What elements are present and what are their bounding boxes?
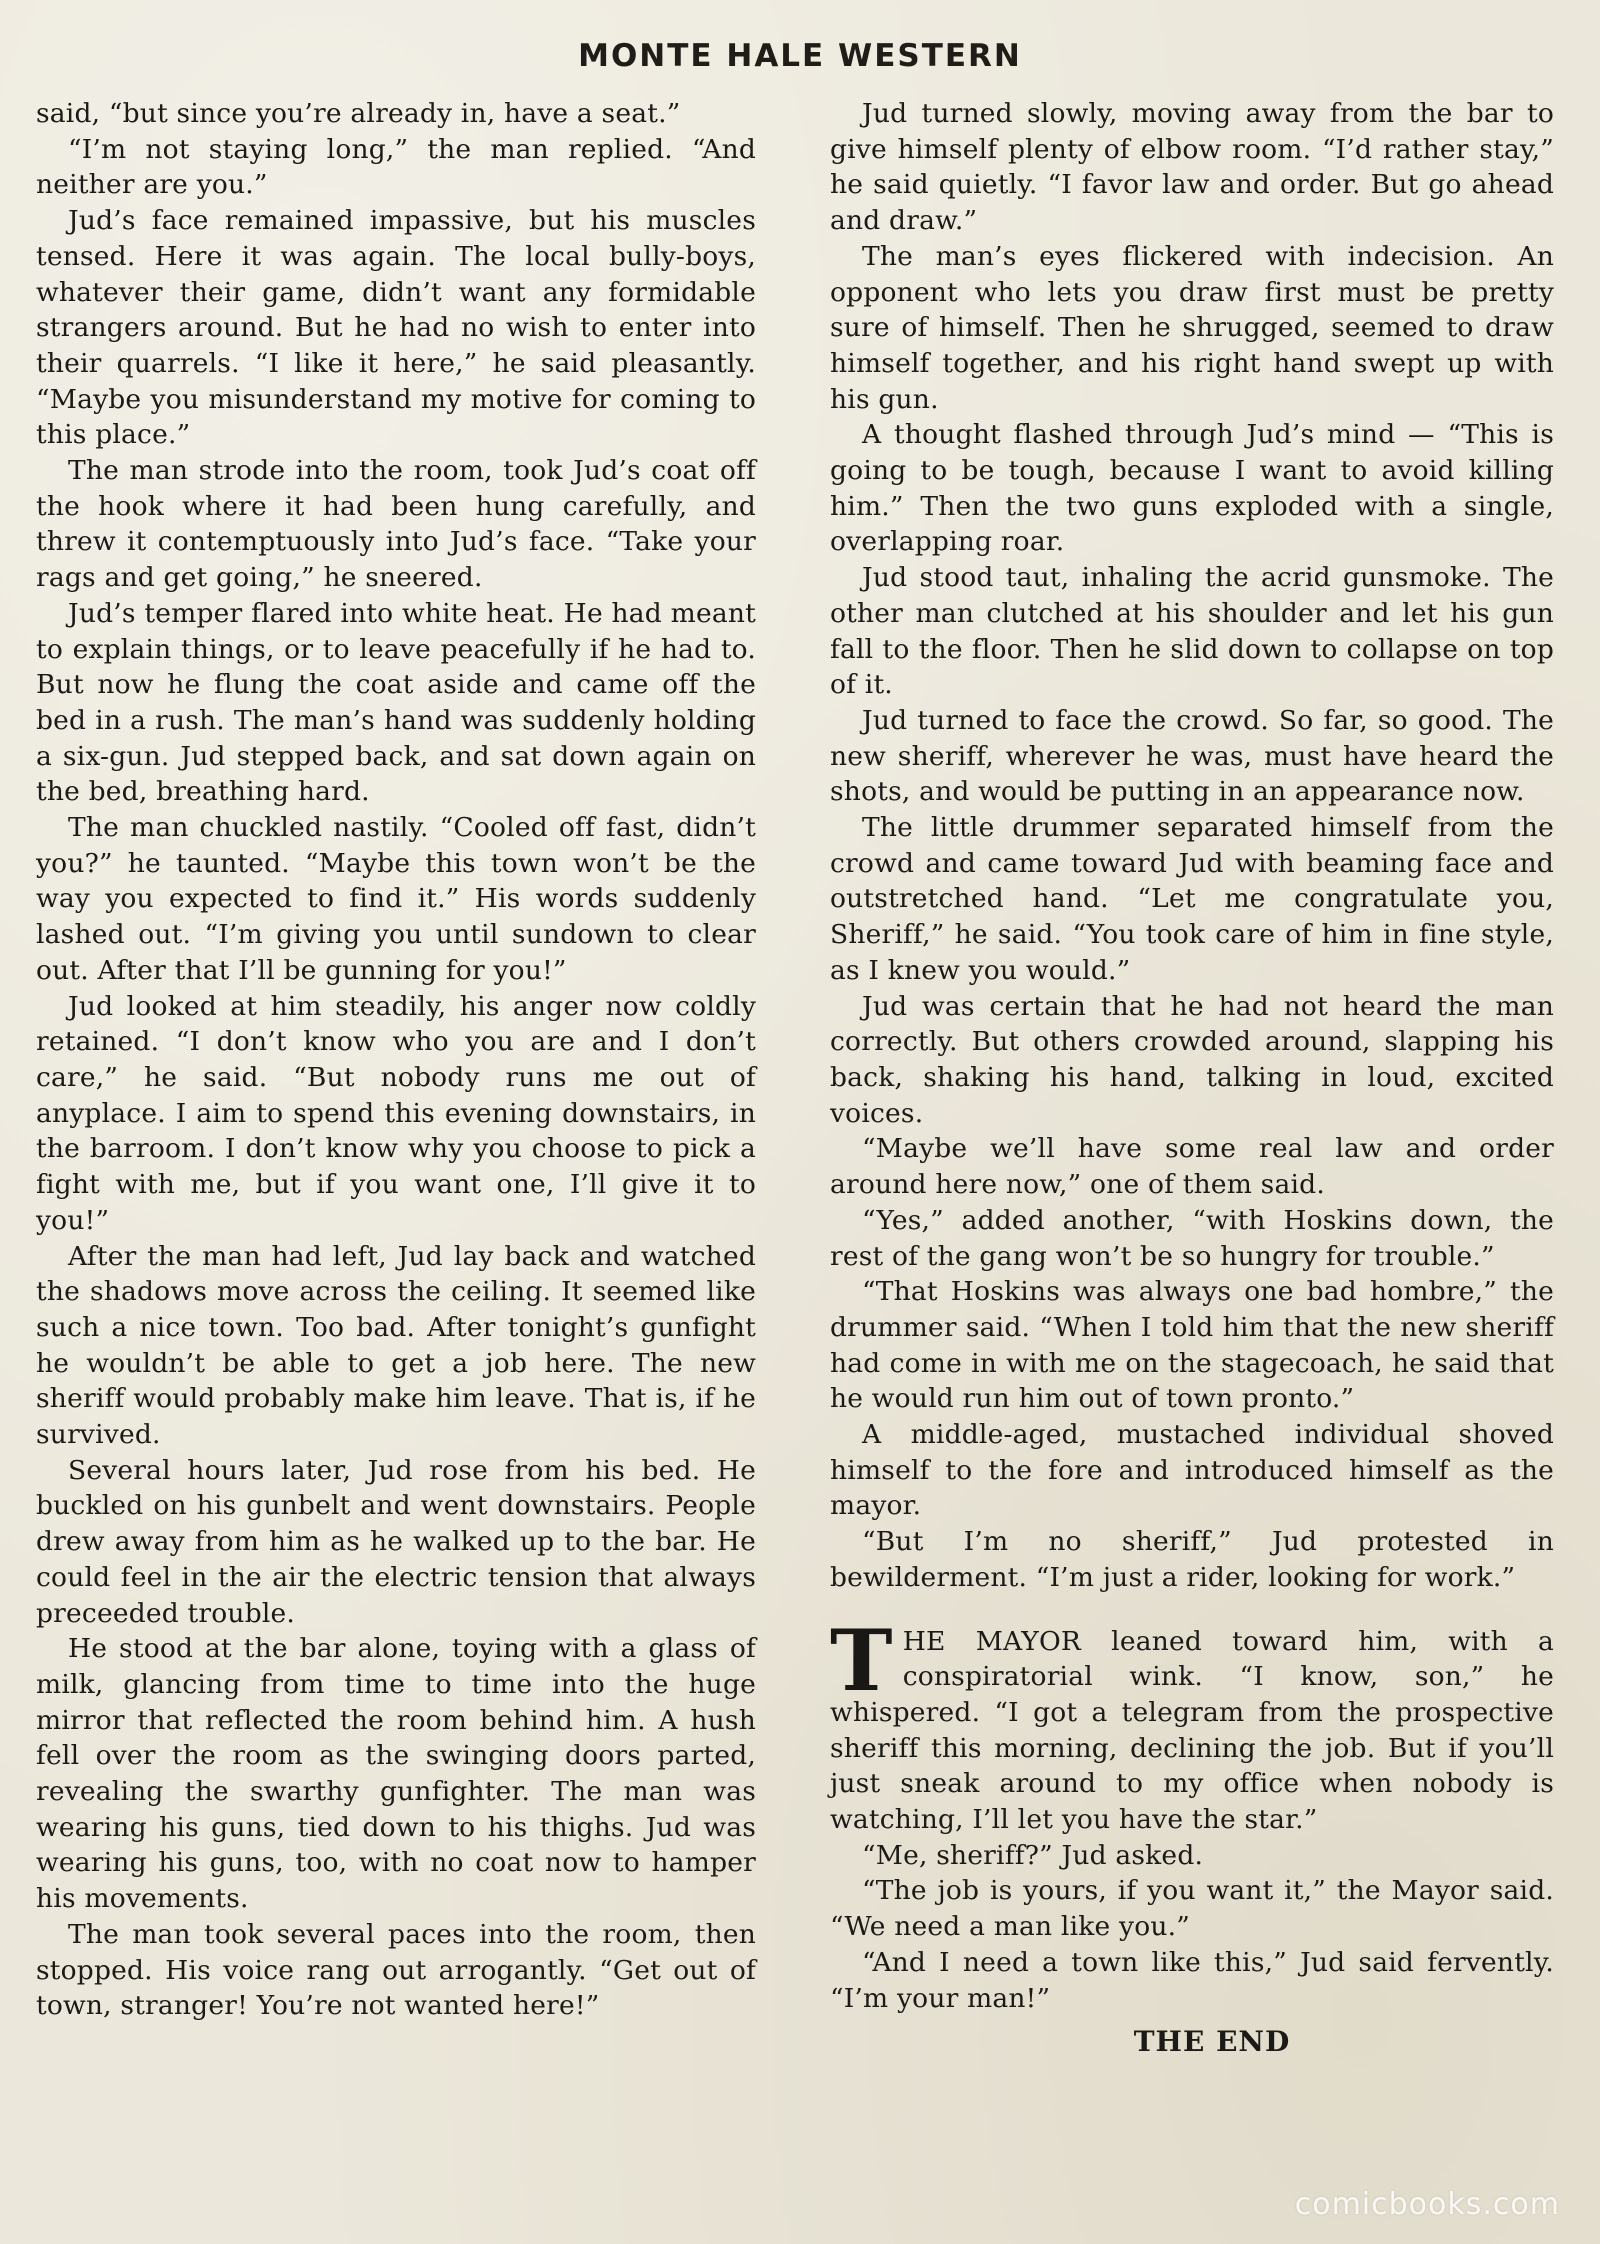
paragraph: Jud was certain that he had not heard the man correctly. But others crowded around, slapping his back, shaking his hand, talking in loud, excited voices.	[830, 990, 1554, 1129]
paragraph: Several hours later, Jud rose from his bed. He buckled on his gunbelt and went downstairs. People drew away from him as he walked up to the bar. He could feel in the air the electric tension that always preceeded trouble.	[36, 1454, 756, 1629]
paragraph: The man strode into the room, took Jud’s coat off the hook where it had been hung carefully, and threw it contemptuously into Jud’s face. “Take your rags and get going,” he sneered.	[36, 455, 756, 594]
paragraph: Jud stood taut, inhaling the acrid gunsmoke. The other man clutched at his shoulder and let his gun fall to the floor. Then he slid down to collapse on top of it.	[830, 562, 1554, 701]
paragraph: After the man had left, Jud lay back and watched the shadows move across the ceiling. It seemed like such a nice town. Too bad. After tonight’s gunfight he wouldn’t be able to get a job here. The new sheriff would probably make him leave. That is, if he survived.	[36, 1240, 756, 1451]
paragraph: “Yes,” added another, “with Hoskins down, the rest of the gang won’t be so hungry for trouble.”	[830, 1204, 1554, 1272]
paragraph: The little drummer separated himself from the crowd and came toward Jud with beaming face and outstretched hand. “Let me congratulate you, Sheriff,” he said. “You took care of him in fine style, as I knew you would.”	[830, 812, 1554, 986]
paragraph: “But I’m no sheriff,” Jud protested in bewilderment. “I’m just a rider, looking for work.”	[830, 1526, 1554, 1593]
paragraph: “I’m not staying long,” the man replied. “And neither are you.”	[36, 133, 756, 201]
paragraph: “The job is yours, if you want it,” the Mayor said. “We need a man like you.”	[830, 1875, 1554, 1943]
paragraph: Jud’s face remained impassive, but his muscles tensed. Here it was again. The local bully-boys, whatever their game, didn’t want any formidable strangers around. But he had no wish to enter into their quarrels. “I like it here,” he said pleasantly. “Maybe you misunderstand my motive for coming to this place.”	[36, 205, 756, 451]
paragraph: said, “but since you’re already in, have a seat.”	[36, 98, 681, 129]
paragraph: The man chuckled nastily. “Cooled off fast, didn’t you?” he taunted. “Maybe this town won’t be the way you expected to find it.” His words suddenly lashed out. “I’m giving you until sundown to clear out. After that I’ll be gunning for you!”	[36, 812, 756, 986]
paragraph: “Me, sheriff?” Jud asked.	[862, 1839, 1204, 1871]
running-head-title: MONTE HALE WESTERN	[578, 38, 1022, 74]
section-opening-text: HE MAYOR leaned toward him, with a conspiratorial wink. “I know, son,” he whispered. “I got a telegram from the prospective sheriff this morning, declining the job. But if you’ll just sneak around to my office when nobody is watching, I’ll let you have the star.”	[830, 1625, 1554, 1836]
paragraph: Jud turned to face the crowd. So far, so good. The new sheriff, wherever he was, must have heard the shots, and would be putting in an appearance now.	[830, 704, 1554, 808]
right-text-column	[830, 96, 1554, 2060]
paragraph: Jud looked at him steadily, his anger now coldly retained. “I don’t know who you are and I don’t care,” he said. “But nobody runs me out of anyplace. I aim to spend this evening downstairs, in the barroom. I don’t know why you choose to pick a fight with me, but if you want one, I’ll give it to you!”	[36, 990, 756, 1236]
the-end-label: THE END	[1133, 2025, 1291, 2059]
paragraph: He stood at the bar alone, toying with a glass of milk, glancing from time to time into the huge mirror that reflected the room behind him. A hush fell over the room as the swinging doors parted, revealing the swarthy gunfighter. The man was wearing his guns, tied down to his thighs. Jud was wearing his guns, too, with no coat now to hamper his movements.	[36, 1633, 756, 1915]
paragraph: “That Hoskins was always one bad hombre,” the drummer said. “When I told him that the new sheriff had come in with me on the stagecoach, he said that he would run him out of town pronto.”	[830, 1276, 1554, 1415]
drop-cap: T	[830, 1610, 893, 1710]
paragraph: “And I need a town like this,” Jud said fervently. “I’m your man!”	[830, 1946, 1554, 2014]
paragraph: A thought flashed through Jud’s mind — “This is going to be tough, because I want to avoid killing him.” Then the two guns exploded with a single, overlapping roar.	[830, 419, 1554, 558]
section-opening-paragraph	[830, 1610, 1554, 1838]
paragraph: Jud’s temper flared into white heat. He had meant to explain things, or to leave peacefully if he had to. But now he flung the coat aside and came off the bed in a rush. The man’s hand was suddenly holding a six-gun. Jud stepped back, and sat down again on the bed, breathing hard.	[36, 597, 756, 808]
site-watermark: comicbooks.com	[1294, 2187, 1560, 2222]
paragraph: Jud turned slowly, moving away from the bar to give himself plenty of elbow room. “I’d rather stay,” he said quietly. “I favor law and order. But go ahead and draw.”	[830, 98, 1554, 237]
paragraph: The man’s eyes flickered with indecision. An opponent who lets you draw first must be pretty sure of himself. Then he shrugged, seemed to draw himself together, and his right hand swept up with his gun.	[830, 240, 1554, 415]
left-text-column	[36, 96, 756, 2024]
paragraph: The man took several paces into the room, then stopped. His voice rang out arrogantly. “Get out of town, stranger! You’re not wanted here!”	[36, 1918, 756, 2022]
paragraph: “Maybe we’ll have some real law and order around here now,” one of them said.	[830, 1133, 1554, 1201]
paragraph: A middle-aged, mustached individual shoved himself to the fore and introduced himself as the mayor.	[830, 1419, 1554, 1522]
